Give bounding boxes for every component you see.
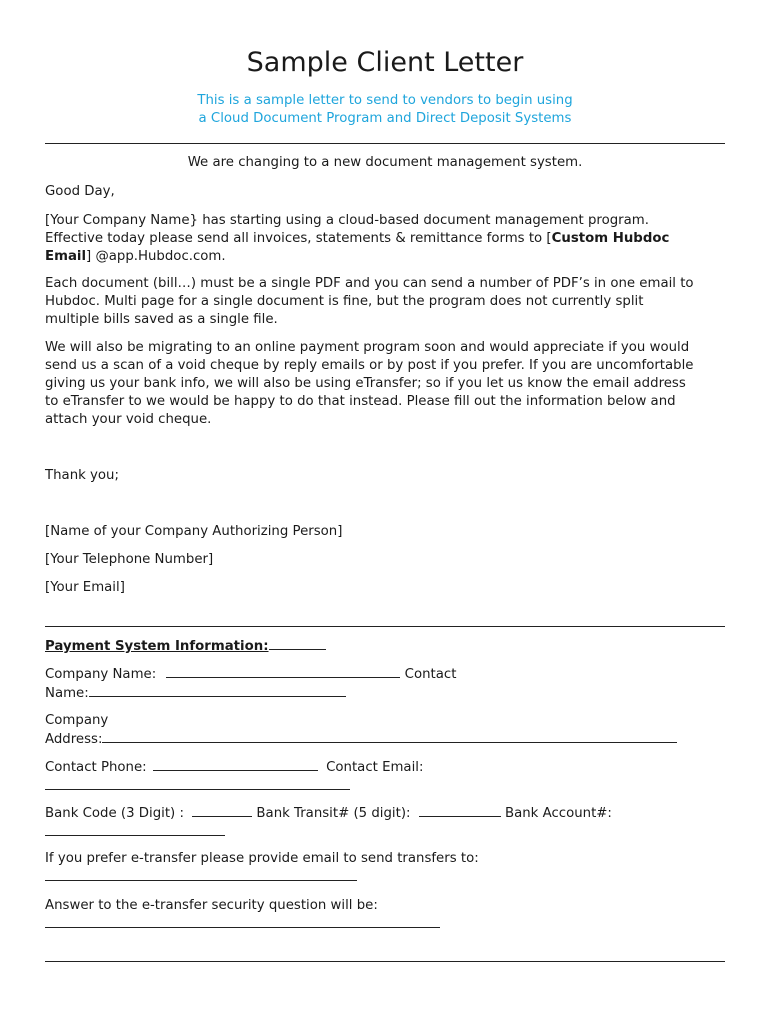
contact-phone-label: Contact Phone: — [45, 760, 147, 775]
security-line — [45, 915, 725, 934]
security-label: Answer to the e-transfer security question will be: — [45, 898, 378, 913]
contact-name-field[interactable] — [89, 684, 346, 697]
paragraph-3 — [45, 339, 725, 429]
paragraph-2 — [45, 275, 725, 329]
address-line — [45, 730, 725, 749]
signature-email: [Your Email] — [45, 580, 125, 595]
company-name-field[interactable] — [166, 665, 400, 678]
page-title: Sample Client Letter — [246, 47, 524, 78]
paragraph-3-line-5: attach your void cheque. — [45, 412, 212, 427]
paragraph-1-line-2 — [45, 230, 725, 248]
hubdoc-domain: ] @app.Hubdoc.com. — [86, 249, 226, 264]
company-name-label: Company Name: — [45, 667, 157, 682]
paragraph-2-line-1: Each document (bill…) must be a single PDF and you can send a number of PDF’s in one email to — [45, 276, 694, 291]
form-heading — [45, 637, 725, 656]
company-address-field[interactable] — [102, 730, 677, 743]
subtitle-line-2: a Cloud Document Program and Direct Deposit Systems — [198, 110, 572, 126]
contact-email-label: Contact Email: — [326, 760, 424, 775]
divider-top — [45, 143, 725, 144]
company-address-label-line: Company — [45, 713, 109, 728]
signature-phone: [Your Telephone Number] — [45, 552, 214, 567]
hubdoc-email-bold: Custom Hubdoc — [551, 231, 670, 246]
form-heading-underline — [269, 637, 326, 650]
security-answer-field[interactable] — [45, 915, 440, 928]
paragraph-3-line-4: to eTransfer to we would be happy to do that instead. Please fill out the information below and — [45, 394, 676, 409]
etransfer-line — [45, 868, 725, 887]
bank-account-line — [45, 823, 725, 842]
paragraph-3-line-3: giving us your bank info, we will also be using eTransfer; so if you let us know the email address — [45, 376, 686, 391]
contact-phone-field[interactable] — [153, 758, 318, 771]
hubdoc-email-bold-2: Email — [45, 249, 87, 264]
etransfer-row — [45, 850, 725, 887]
closing: Thank you; — [45, 468, 119, 483]
etransfer-label: If you prefer e-transfer please provide email to send transfers to: — [45, 851, 479, 866]
paragraph-1-text: Effective today please send all invoices, statements & remittance forms to [ — [45, 231, 552, 246]
paragraph-1 — [45, 212, 725, 266]
etransfer-email-field[interactable] — [45, 868, 357, 881]
contact-phone-line — [45, 758, 725, 777]
contact-email-line — [45, 777, 725, 796]
address-label: Address: — [45, 732, 103, 747]
bank-account-field[interactable] — [45, 823, 225, 836]
divider-middle — [45, 626, 725, 627]
security-row — [45, 897, 725, 934]
company-name-line — [45, 665, 725, 684]
signature-name: [Name of your Company Authorizing Person] — [45, 524, 343, 539]
contact-name-line — [45, 684, 725, 703]
contact-name-label: Name: — [45, 686, 89, 701]
paragraph-3-line-2: send us a scan of a void cheque by reply emails or by post if you prefer. If you are uncomfortable — [45, 358, 694, 373]
paragraph-1-line-3 — [45, 248, 725, 266]
paragraph-2-line-2: Hubdoc. Multi page for a single document is fine, but the program does not currently split — [45, 294, 644, 309]
subtitle-line-1: This is a sample letter to send to vendors to begin using — [197, 93, 573, 108]
address-row — [45, 712, 725, 749]
divider-bottom — [45, 961, 725, 962]
paragraph-1-line-1: [Your Company Name} has starting using a cloud-based document management program. — [45, 213, 649, 228]
bank-row — [45, 804, 725, 842]
bank-account-label: Bank Account#: — [504, 806, 612, 821]
paragraph-2-line-3: multiple bills saved as a single file. — [45, 312, 278, 327]
contact-label: Contact — [404, 667, 457, 682]
contact-row — [45, 758, 725, 796]
company-name-row — [45, 665, 725, 703]
bank-line — [45, 804, 725, 823]
announcement: We are changing to a new document management system. — [187, 155, 583, 170]
subtitle — [45, 92, 725, 127]
form-heading-text: Payment System Information: — [45, 639, 269, 654]
bank-code-field[interactable] — [192, 804, 252, 817]
greeting: Good Day, — [45, 184, 115, 199]
paragraph-3-line-1: We will also be migrating to an online payment program soon and would appreciate if you would — [45, 340, 690, 355]
bank-transit-field[interactable] — [419, 804, 501, 817]
bank-code-label: Bank Code (3 Digit) : — [45, 806, 184, 821]
bank-transit-label: Bank Transit# (5 digit): — [256, 806, 411, 821]
contact-email-field[interactable] — [45, 777, 350, 790]
